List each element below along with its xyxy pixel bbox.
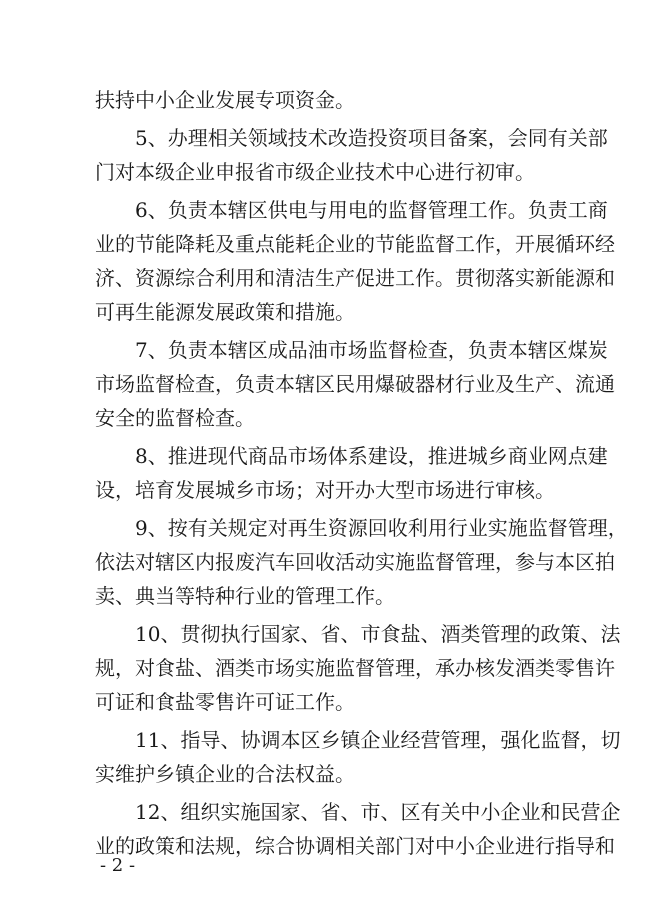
text-line: 实维护乡镇企业的合法权益。 — [95, 762, 355, 786]
text-line: 市场监督检查，负责本辖区民用爆破器材行业及生产、流通 — [95, 372, 615, 396]
text-line: 依法对辖区内报废汽车回收活动实施监督管理，参与本区拍 — [95, 550, 615, 574]
text-line: 7、负责本辖区成品油市场监督检查，负责本辖区煤炭 — [135, 338, 608, 362]
text-line: 业的政策和法规，综合协调相关部门对中小企业进行指导和 — [95, 834, 615, 858]
text-line: 10、贯彻执行国家、省、市食盐、酒类管理的政策、法 — [135, 622, 621, 646]
text-line: 9、按有关规定对再生资源回收利用行业实施监督管理， — [135, 516, 628, 540]
page-number: - 2 - — [100, 855, 136, 876]
text-line: 6、负责本辖区供电与用电的监督管理工作。负责工商 — [135, 198, 608, 222]
text-line: 济、资源综合利用和清洁生产促进工作。贯彻落实新能源和 — [95, 266, 615, 290]
text-line: 12、组织实施国家、省、市、区有关中小企业和民营企 — [135, 800, 621, 824]
text-line: 规，对食盐、酒类市场实施监督管理，承办核发酒类零售许 — [95, 656, 615, 680]
text-line: 5、办理相关领域技术改造投资项目备案，会同有关部 — [135, 126, 608, 150]
text-line: 业的节能降耗及重点能耗企业的节能监督工作，开展循环经 — [95, 232, 615, 256]
text-line: 设，培育发展城乡市场；对开办大型市场进行审核。 — [95, 478, 555, 502]
text-line: 8、推进现代商品市场体系建设，推进城乡商业网点建 — [135, 444, 608, 468]
text-line: 安全的监督检查。 — [95, 406, 255, 430]
text-line: 可证和食盐零售许可证工作。 — [95, 690, 355, 714]
text-line: 可再生能源发展政策和措施。 — [95, 300, 355, 324]
text-line: 扶持中小企业发展专项资金。 — [95, 88, 355, 112]
text-line: 卖、典当等特种行业的管理工作。 — [95, 584, 395, 608]
text-line: 门对本级企业申报省市级企业技术中心进行初审。 — [95, 160, 535, 184]
text-line: 11、指导、协调本区乡镇企业经营管理，强化监督，切 — [135, 728, 621, 752]
